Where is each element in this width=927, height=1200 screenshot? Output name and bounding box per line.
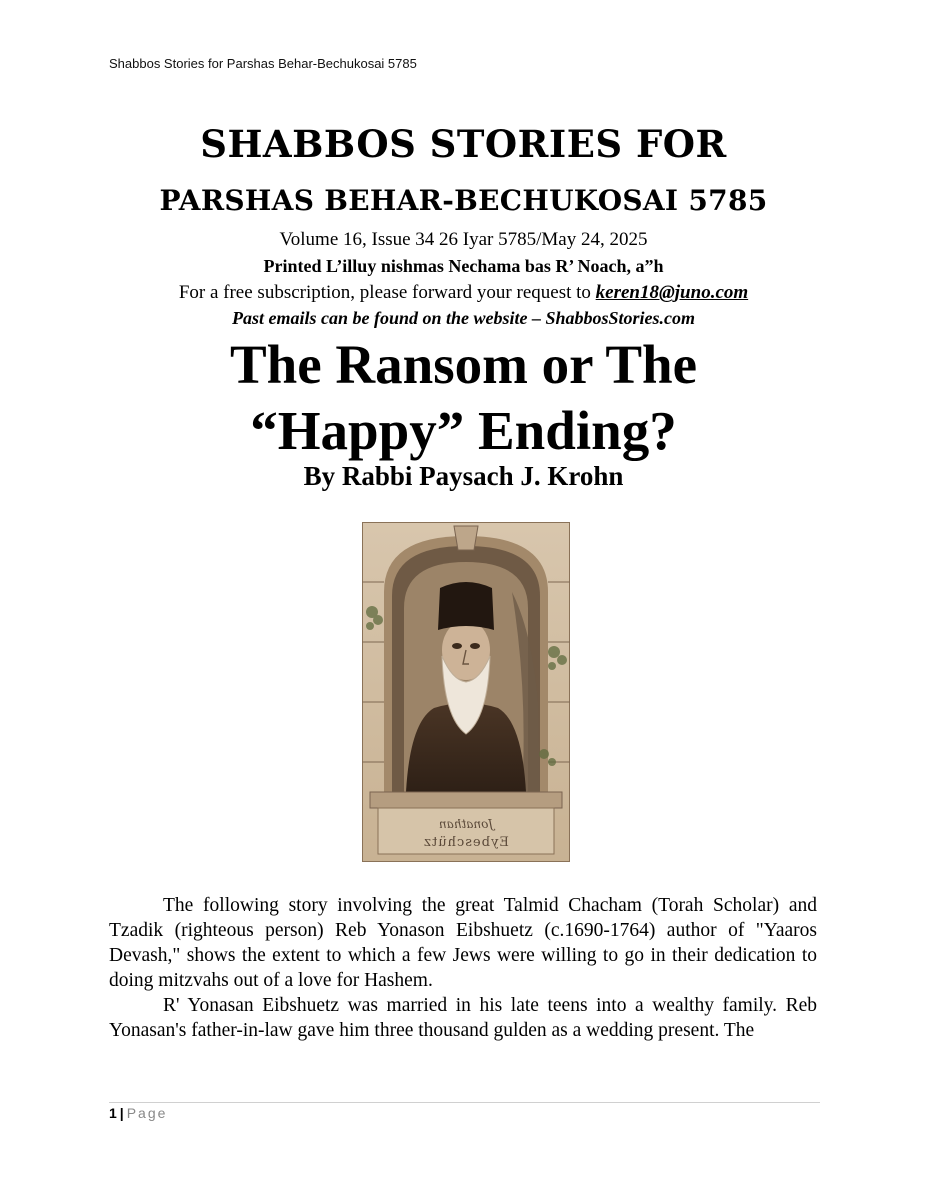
portrait-engraving xyxy=(362,522,570,862)
article-title-line-1: The Ransom or The xyxy=(229,334,698,395)
masthead-line-1: SHABBOS STORIES FOR xyxy=(200,122,727,166)
footer-divider xyxy=(109,1102,820,1103)
page-label: Page xyxy=(126,1105,168,1121)
article-paragraph: The following story involving the great Talmid Chacham (Torah Scholar) and Tzadik (righteous person) Reb Yonason Eibshuetz (c.1690-1764) author of "Yaaros Devash," shows the extent to which a few Jews were willing to go in their dedication to doing mitzvahs out of a love for Hashem. xyxy=(109,895,817,991)
dedication-line: Printed L’illuy nishmas Nechama bas R’ Noach, a”h xyxy=(263,256,664,276)
subscription-text: For a free subscription, please forward your request to xyxy=(178,282,596,303)
subscription-email-link[interactable]: keren18@juno.com xyxy=(595,282,749,303)
article-body xyxy=(109,893,817,1043)
running-header: Shabbos Stories for Parshas Behar-Bechukosai 5785 xyxy=(109,56,417,71)
article-paragraph: R' Yonasan Eibshuetz was married in his late teens into a wealthy family. Reb Yonasan's father-in-law gave him three thousand gulden as a wedding present. The xyxy=(109,995,817,1041)
portrait-caption-line-1: Jonathan xyxy=(438,817,494,831)
page-footer xyxy=(109,1105,167,1121)
past-emails-line: Past emails can be found on the website – ShabbosStories.com xyxy=(231,308,696,328)
footer-separator: | xyxy=(119,1105,124,1121)
article-title-line-2: “Happy” Ending? xyxy=(250,400,677,461)
masthead-line-2: PARSHAS BEHAR-BECHUKOSAI 5785 xyxy=(159,184,768,217)
page-number: 1 xyxy=(109,1105,117,1121)
article-byline: By Rabbi Paysach J. Krohn xyxy=(303,461,624,491)
subscription-line xyxy=(0,282,927,304)
portrait-caption-line-2: Eybeschütz xyxy=(423,835,509,850)
article-title xyxy=(0,332,927,464)
volume-line: Volume 16, Issue 34 26 Iyar 5785/May 24, 2025 xyxy=(279,229,648,250)
